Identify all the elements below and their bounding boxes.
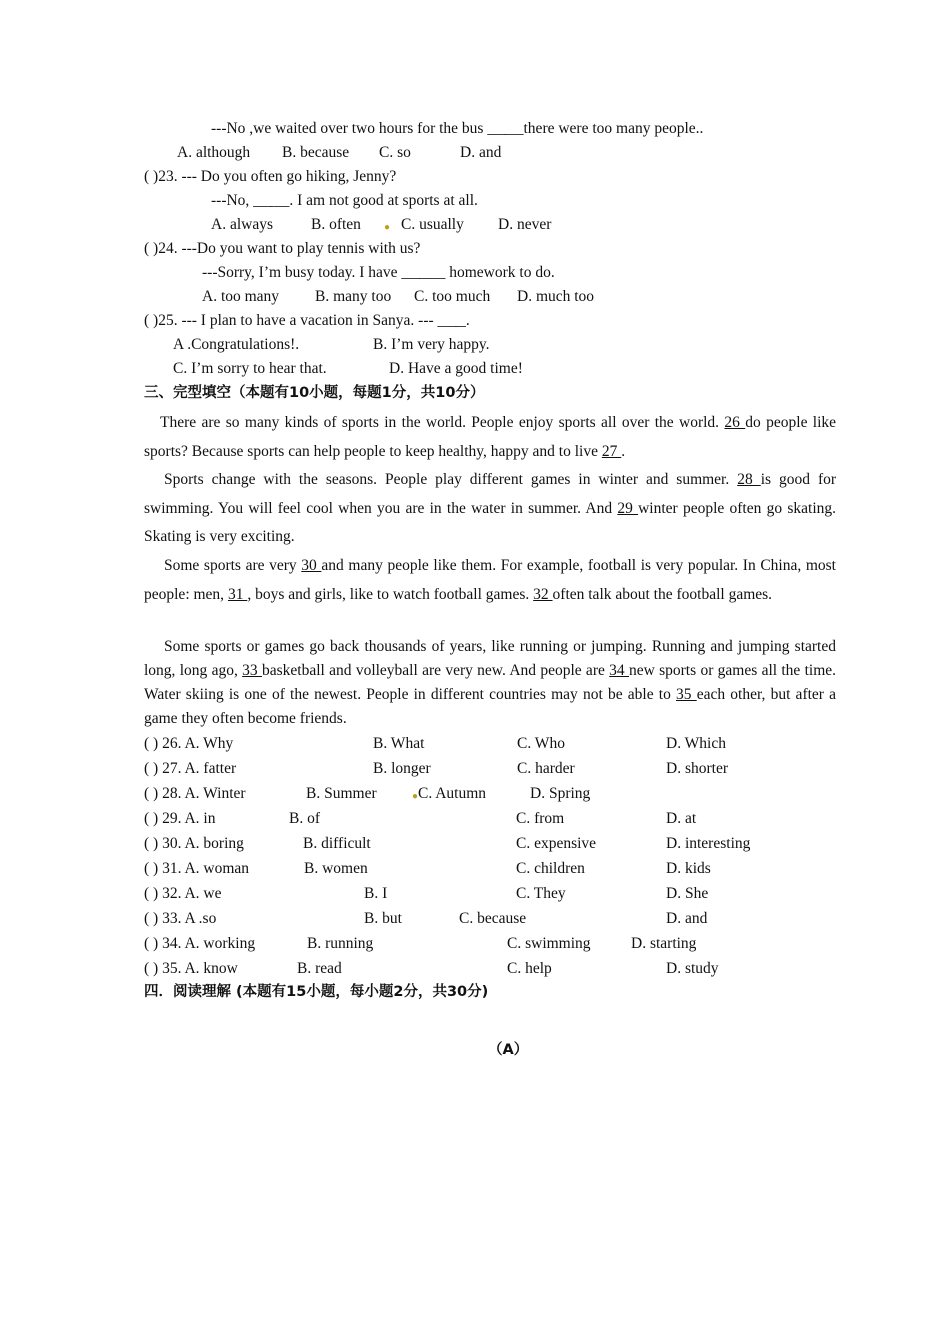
q35-option-b: B. read (297, 960, 342, 977)
q28-option-c: C. Autumn (418, 785, 487, 802)
p4-text-3: new sports or games all the time. Water skiing is one of the newest. People in different countries may not be able to (144, 662, 837, 703)
q26-option-a: ( ) 26. A. Why (144, 735, 234, 752)
section3-heading: 三、完型填空（本题有10小题，每题1分，共10分） (144, 385, 485, 401)
p1-text-3: . (621, 442, 626, 460)
q34-option-c: C. swimming (507, 935, 591, 952)
q24-option-d: D. much too (517, 288, 595, 305)
section4-heading: 四．阅读理解 (本题有15小题，每小题2分，共30分) (144, 984, 489, 1000)
q22-answer-line: ---No ,we waited over two hours for the bus __ˍ__there were too many people.. (211, 120, 704, 137)
q26-option-c: C. Who (517, 735, 565, 752)
blank-31: 31 (227, 585, 248, 603)
q23-option-a: A. always (211, 216, 273, 233)
q23-stem: ( )23. --- Do you often go hiking, Jenny? (144, 168, 397, 185)
q28-option-b: B. Summer (306, 785, 377, 802)
q22-option-b: B. because (282, 144, 350, 161)
p3-text-2: and many people like them. For example, football is very popular. In China, most people: men, (144, 557, 836, 603)
q27-option-d: D. shorter (666, 760, 728, 777)
p4-text-4: each other, but after a game they often become friends. (144, 686, 837, 727)
blank-34: 34 (609, 662, 629, 679)
q24-option-a: A. too many (202, 288, 280, 305)
q28-option-d: D. Spring (530, 785, 591, 802)
p2-text-2: is good for swimming. You will feel cool when you are in the water in summer. And (144, 471, 837, 517)
q35-option-c: C. help (507, 960, 552, 977)
p4-text-1: Some sports or games go back thousands of years, like running or jumping. Running and jumping started long, long ago, (144, 638, 836, 679)
q22-option-a: A. although (177, 144, 251, 161)
blank-26: 26 (724, 414, 746, 431)
q25-option-c: C. I’m sorry to hear that. (173, 360, 327, 377)
q32-option-c: C. They (516, 885, 566, 902)
q22-option-d: D. and (460, 144, 502, 161)
q23-answer-line: ---No, __ˍ__. I am not good at sports at all. (211, 192, 478, 209)
q33-option-d: D. and (666, 910, 708, 927)
q30-option-b: B. difficult (303, 835, 371, 852)
q32-option-d: D. She (666, 885, 709, 902)
q33-option-a: ( ) 33. A .so (144, 910, 217, 927)
q26-option-d: D. Which (666, 735, 726, 752)
q29-option-b: B. of (289, 810, 320, 827)
q24-stem: ( )24. ---Do you want to play tennis with us? (144, 240, 421, 257)
passage-paragraph-3 (144, 552, 836, 609)
q29-option-a: ( ) 29. A. in (144, 810, 216, 827)
q27-option-b: B. longer (373, 760, 431, 777)
blank-35: 35 (676, 686, 697, 703)
q27-option-a: ( ) 27. A. fatter (144, 760, 237, 777)
p1-text-2: do people like sports? Because sports can help people to keep healthy, happy and to live (144, 414, 837, 460)
q31-option-b: B. women (304, 860, 368, 877)
q34-option-d: D. starting (631, 935, 697, 952)
passage-paragraph-4 (144, 635, 836, 731)
q23-option-c: C. usually (401, 216, 464, 233)
passage-paragraph-2 (144, 466, 836, 552)
p2-text-1: Sports change with the seasons. People play different games in winter and summer. (164, 471, 730, 488)
q29-option-c: C. from (516, 810, 565, 827)
blank-32: 32 (533, 585, 553, 603)
section4-part-label: （A） (488, 1042, 529, 1058)
p3-text-3: , boys and girls, like to watch football games. (247, 585, 530, 603)
q35-option-d: D. study (666, 960, 719, 977)
q24-answer-line: ---Sorry, I’m busy today. I have __ˍ___ homework to do. (202, 264, 555, 281)
q34-option-b: B. running (307, 935, 374, 952)
q27-option-c: C. harder (517, 760, 575, 777)
q30-option-d: D. interesting (666, 835, 751, 852)
marker-dot: ● (412, 791, 419, 802)
q31-option-d: D. kids (666, 860, 711, 877)
q31-option-c: C. children (516, 860, 585, 877)
blank-30: 30 (301, 557, 322, 574)
q25-option-d: D. Have a good time! (389, 360, 523, 377)
q24-option-b: B. many too (315, 288, 392, 305)
q25-option-b: B. I’m very happy. (373, 336, 490, 353)
q31-option-a: ( ) 31. A. woman (144, 860, 250, 877)
p1-text-1: There are so many kinds of sports in the world. People enjoy sports all over the world. (160, 414, 720, 431)
q26-option-b: B. What (373, 735, 425, 752)
q32-option-a: ( ) 32. A. we (144, 885, 222, 902)
q22-option-c: C. so (379, 144, 411, 161)
p3-text-1: Some sports are very (164, 557, 297, 574)
q28-option-a: ( ) 28. A. Winter (144, 785, 246, 802)
blank-28: 28 (737, 471, 761, 488)
blank-33: 33 (242, 662, 262, 679)
blank-27: 27 (601, 442, 622, 460)
p4-text-2: basketball and volleyball are very new. And people are (261, 662, 605, 679)
q33-option-c: C. because (459, 910, 527, 927)
q29-option-d: D. at (666, 810, 697, 827)
passage-paragraph-1 (144, 409, 836, 466)
q34-option-a: ( ) 34. A. working (144, 935, 256, 952)
q32-option-b: B. I (364, 885, 388, 902)
q30-option-c: C. expensive (516, 835, 597, 852)
q33-option-b: B. but (364, 910, 402, 927)
q25-stem: ( )25. --- I plan to have a vacation in Sanya. --- __ˍ_. (144, 312, 470, 329)
p3-text-4: often talk about the football games. (552, 585, 773, 603)
marker-dot: ● (384, 222, 391, 233)
q35-option-a: ( ) 35. A. know (144, 960, 238, 977)
p2-text-3: winter people often go skating. Skating is very exciting. (144, 499, 836, 545)
q25-option-a: A .Congratulations!. (173, 336, 300, 353)
q23-option-d: D. never (498, 216, 552, 233)
q23-option-b: B. often (311, 216, 361, 233)
blank-29: 29 (617, 499, 639, 517)
q24-option-c: C. too much (414, 288, 491, 305)
q30-option-a: ( ) 30. A. boring (144, 835, 244, 852)
